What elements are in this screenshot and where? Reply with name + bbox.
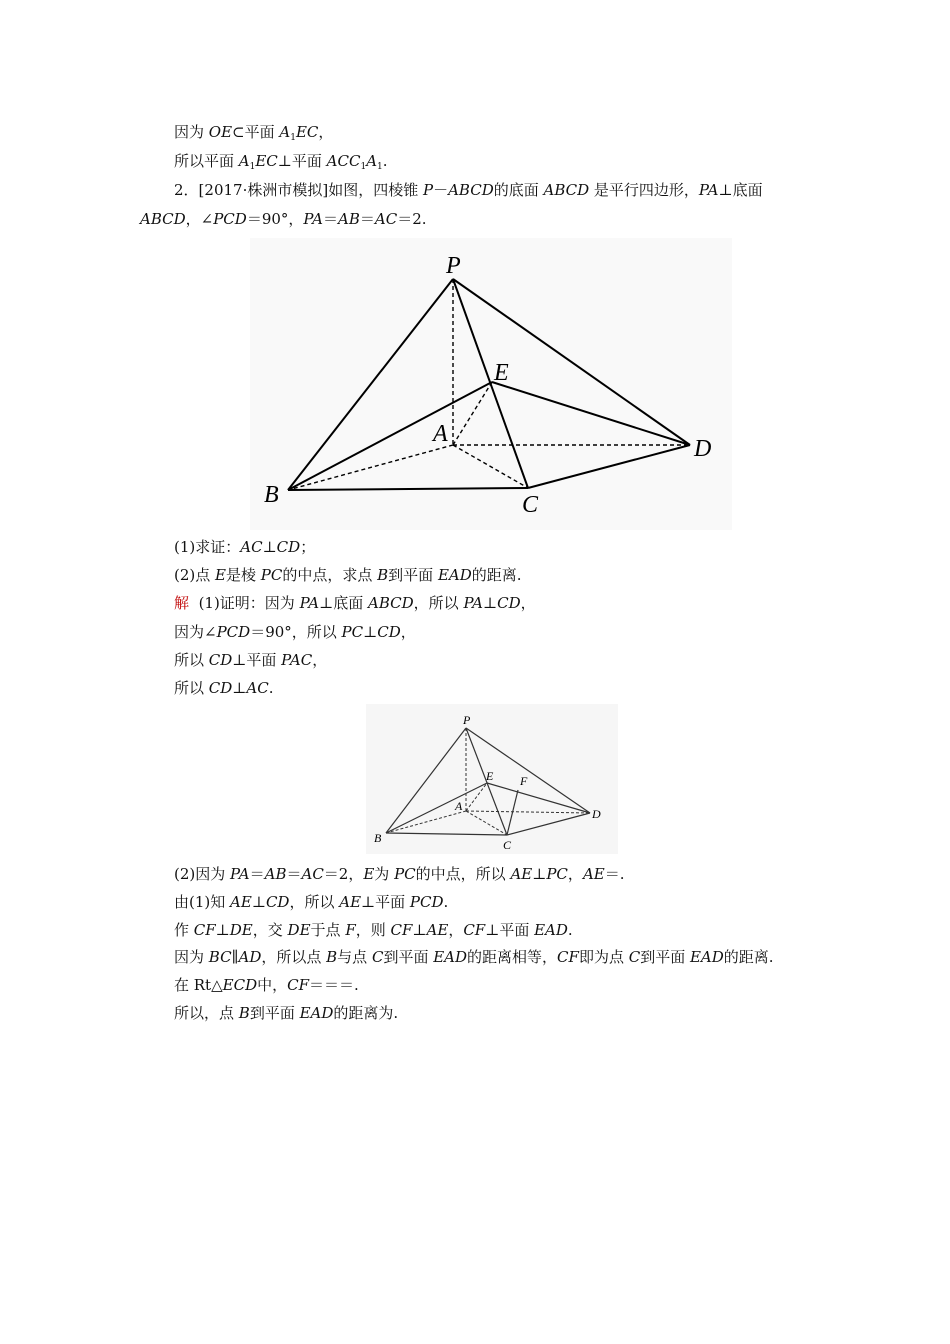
text-line: 所以平面 $A_1EC\perp$平面 $ACC_1A_1$. bbox=[174, 152, 388, 172]
solution-line: 因为∠PCD＝90°，所以 PC⊥CD， bbox=[174, 623, 416, 641]
label-C: C bbox=[522, 492, 539, 518]
solution-line: 所以 CD⊥平面 PAC， bbox=[174, 651, 328, 669]
text-line: 因为 OE⊂平面 $A_1EC$， bbox=[174, 123, 334, 143]
solution-line: 作 CF⊥DE，交 DE于点 F，则 CF⊥AE，CF⊥平面 EAD. bbox=[174, 921, 573, 939]
solution-line: 解 (1)证明：因为 PA⊥底面 ABCD，所以 PA⊥CD， bbox=[174, 594, 536, 612]
label-C: C bbox=[503, 838, 512, 852]
question-2: (2)点 E是棱 PC的中点，求点 B到平面 EAD的距离. bbox=[174, 566, 522, 584]
solution-line: 所以 CD⊥AC. bbox=[174, 679, 274, 697]
label-P: P bbox=[463, 713, 471, 727]
question-1: (1)求证：AC⊥CD； bbox=[174, 538, 316, 556]
pyramid-figure-1 bbox=[250, 238, 732, 530]
label-B: B bbox=[264, 482, 279, 508]
label-F: F bbox=[520, 774, 528, 788]
label-D: D bbox=[592, 807, 601, 821]
label-E: E bbox=[486, 769, 494, 783]
label-B: B bbox=[374, 831, 382, 845]
pyramid-figure-2 bbox=[366, 704, 618, 854]
solution-line: 在 Rt△ECD中，CF＝＝＝. bbox=[174, 976, 359, 994]
label-P: P bbox=[446, 253, 461, 279]
label-E: E bbox=[494, 360, 509, 386]
solution-label: 解 bbox=[174, 594, 190, 612]
problem-line: ABCD，∠PCD＝90°，PA＝AB＝AC＝2. bbox=[140, 210, 427, 228]
solution-line: 因为 BC∥AD，所以点 B与点 C到平面 EAD的距离相等，CF即为点 C到平面 EAD的距离. bbox=[174, 948, 774, 966]
solution-line: (2)因为 PA＝AB＝AC＝2，E为 PC的中点，所以 AE⊥PC，AE＝. bbox=[174, 865, 625, 883]
label-A: A bbox=[433, 421, 448, 447]
solution-line: 由(1)知 AE⊥CD，所以 AE⊥平面 PCD. bbox=[174, 893, 449, 911]
problem-line: 2．[2017·株洲市模拟]如图，四棱锥 P－ABCD的底面 ABCD 是平行四边形，PA⊥底面 bbox=[174, 181, 763, 199]
solution-line: 所以，点 B到平面 EAD的距离为. bbox=[174, 1004, 399, 1022]
label-A: A bbox=[455, 799, 463, 813]
label-D: D bbox=[694, 436, 712, 462]
